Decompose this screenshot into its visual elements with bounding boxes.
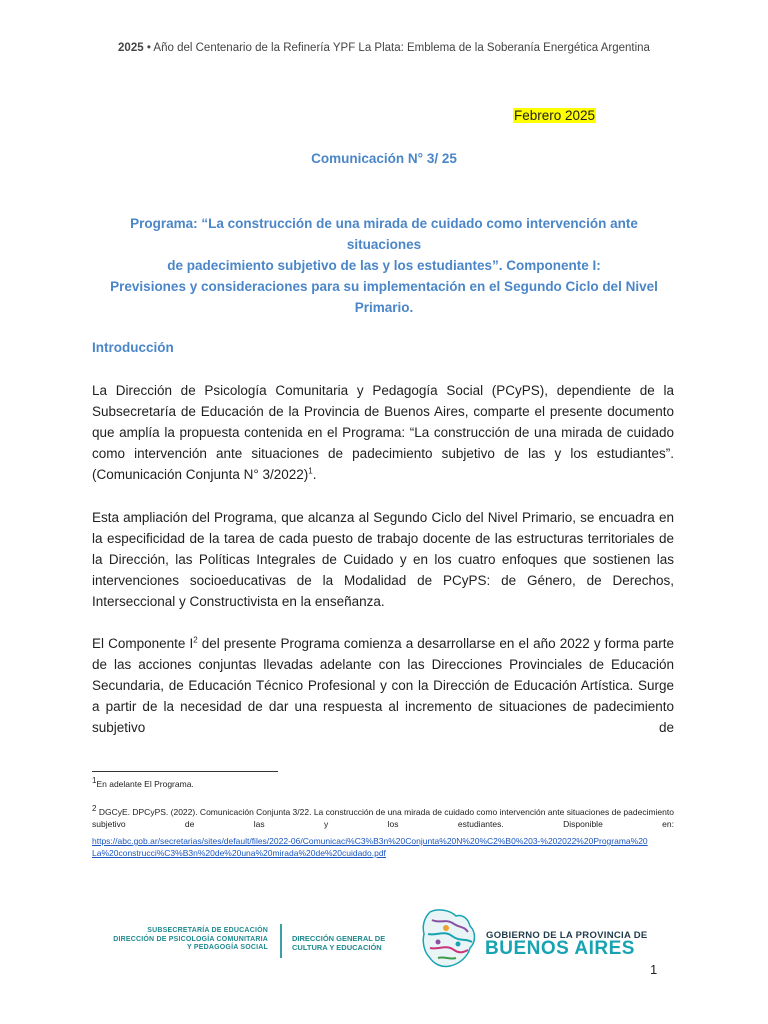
footnote-ref[interactable]: 2	[193, 635, 198, 645]
buenos-aires-label: BUENOS AIRES	[485, 938, 635, 959]
logo-line: DIRECCIÓN GENERAL DE	[292, 934, 386, 943]
direccion-general-logo	[292, 934, 385, 952]
program-title	[92, 213, 676, 318]
header-motto	[0, 42, 768, 54]
logo-line: DIRECCIÓN DE PSICOLOGÍA COMUNITARIA	[113, 935, 268, 943]
footnote-divider	[92, 771, 278, 772]
subsecretaria-logo	[108, 927, 268, 953]
paragraph-text: del presente Programa comienza a desarrollarse en el año 2022 y forma parte de las acciones conjuntas llevadas adelante con las Direcciones Provinciales de Educación Secundaria, de Educación Técnico Profesional y con la Dirección de Educación Artística. Surge a partir de la necesidad de dar una respuesta al incremento de situaciones de padecimiento subjetivo de	[92, 636, 675, 735]
logo-divider	[280, 924, 282, 958]
program-title-line: Previsiones y consideraciones para su implementación en el Segundo Ciclo del Nivel	[110, 279, 658, 294]
page-number: 1	[650, 962, 658, 977]
paragraph-scope: Esta ampliación del Programa, que alcanza al Segundo Ciclo del Nivel Primario, se encuadra en la especificidad de la tarea de cada puesto de trabajo docente de las estructuras territoriales de la Dirección, las Políticas Integrales de Cuidado y en los cuatro enfoques que sostienen las intervenciones socioeducativas de la Modalidad de PCyPS: de Género, de Derechos, Interseccional y Constructivista en la enseñanza.	[92, 510, 674, 609]
program-title-line: de padecimiento subjetivo de las y los estudiantes”. Componente I:	[167, 258, 601, 273]
logo-line: CULTURA Y EDUCACIÓN	[292, 943, 382, 952]
paragraph-text: La Dirección de Psicología Comunitaria y Pedagogía Social (PCyPS), dependiente de la Subsecretaría de Educación de la Provincia de Buenos Aires, comparte el presente documento que amplía la propuesta contenida en el Programa: “La construcción de una mirada de cuidado como intervención ante situaciones de padecimiento subjetivo de las y los estudiantes”. (Comunicación Conjunta N° 3/2022)	[92, 383, 674, 482]
paragraph-tail: .	[312, 467, 317, 482]
footnote-mark: 2	[92, 804, 97, 814]
header-bullet: •	[146, 42, 151, 54]
logo-line: SUBSECRETARÍA DE EDUCACIÓN	[147, 927, 268, 934]
footnote-2	[92, 806, 674, 830]
paragraph-lead: El Componente I	[92, 636, 194, 651]
program-title-line: Primario.	[354, 300, 414, 315]
footnote-1	[92, 778, 674, 790]
footnote-mark: 1	[92, 776, 97, 786]
communication-number: Comunicación N° 3/ 25	[311, 151, 457, 166]
footnote-2-link	[92, 835, 674, 859]
program-title-line: Programa: “La construcción de una mirada de cuidado como intervención ante situaciones	[130, 216, 638, 252]
paragraph-component	[92, 633, 674, 738]
header-year: 2025	[118, 42, 144, 54]
footnote-link[interactable]: La%20construcci%C3%B3n%20de%20una%20mirada%20de%20cuidado.pdf	[92, 848, 386, 858]
intro-heading: Introducción	[92, 340, 174, 355]
paragraph-intro	[92, 380, 674, 485]
footnote-text: DGCyE. DPCyPS. (2022). Comunicación Conjunta 3/22. La construcción de una mirada de cuidado como intervención ante situaciones de padecimiento subjetivo de las y los estudiantes. Disponible en:	[92, 807, 674, 829]
province-map-emblem-icon	[416, 906, 482, 972]
footnote-ref[interactable]: 1	[308, 466, 313, 476]
footnote-link[interactable]: https://abc.gob.ar/secretarias/sites/default/files/2022-06/Comunicaci%C3%B3n%20Conjunta%20N%20%C2%B0%203-%202022%20Programa%20	[92, 836, 648, 846]
document-date: Febrero 2025	[514, 108, 596, 123]
gobierno-label: GOBIERNO DE LA PROVINCIA DE	[486, 930, 648, 941]
logo-line: Y PEDAGOGÍA SOCIAL	[187, 944, 268, 951]
header-motto-text: Año del Centenario de la Refinería YPF La Plata: Emblema de la Soberanía Energética Argentina	[153, 42, 650, 54]
footnote-text: En adelante El Programa.	[96, 779, 194, 789]
